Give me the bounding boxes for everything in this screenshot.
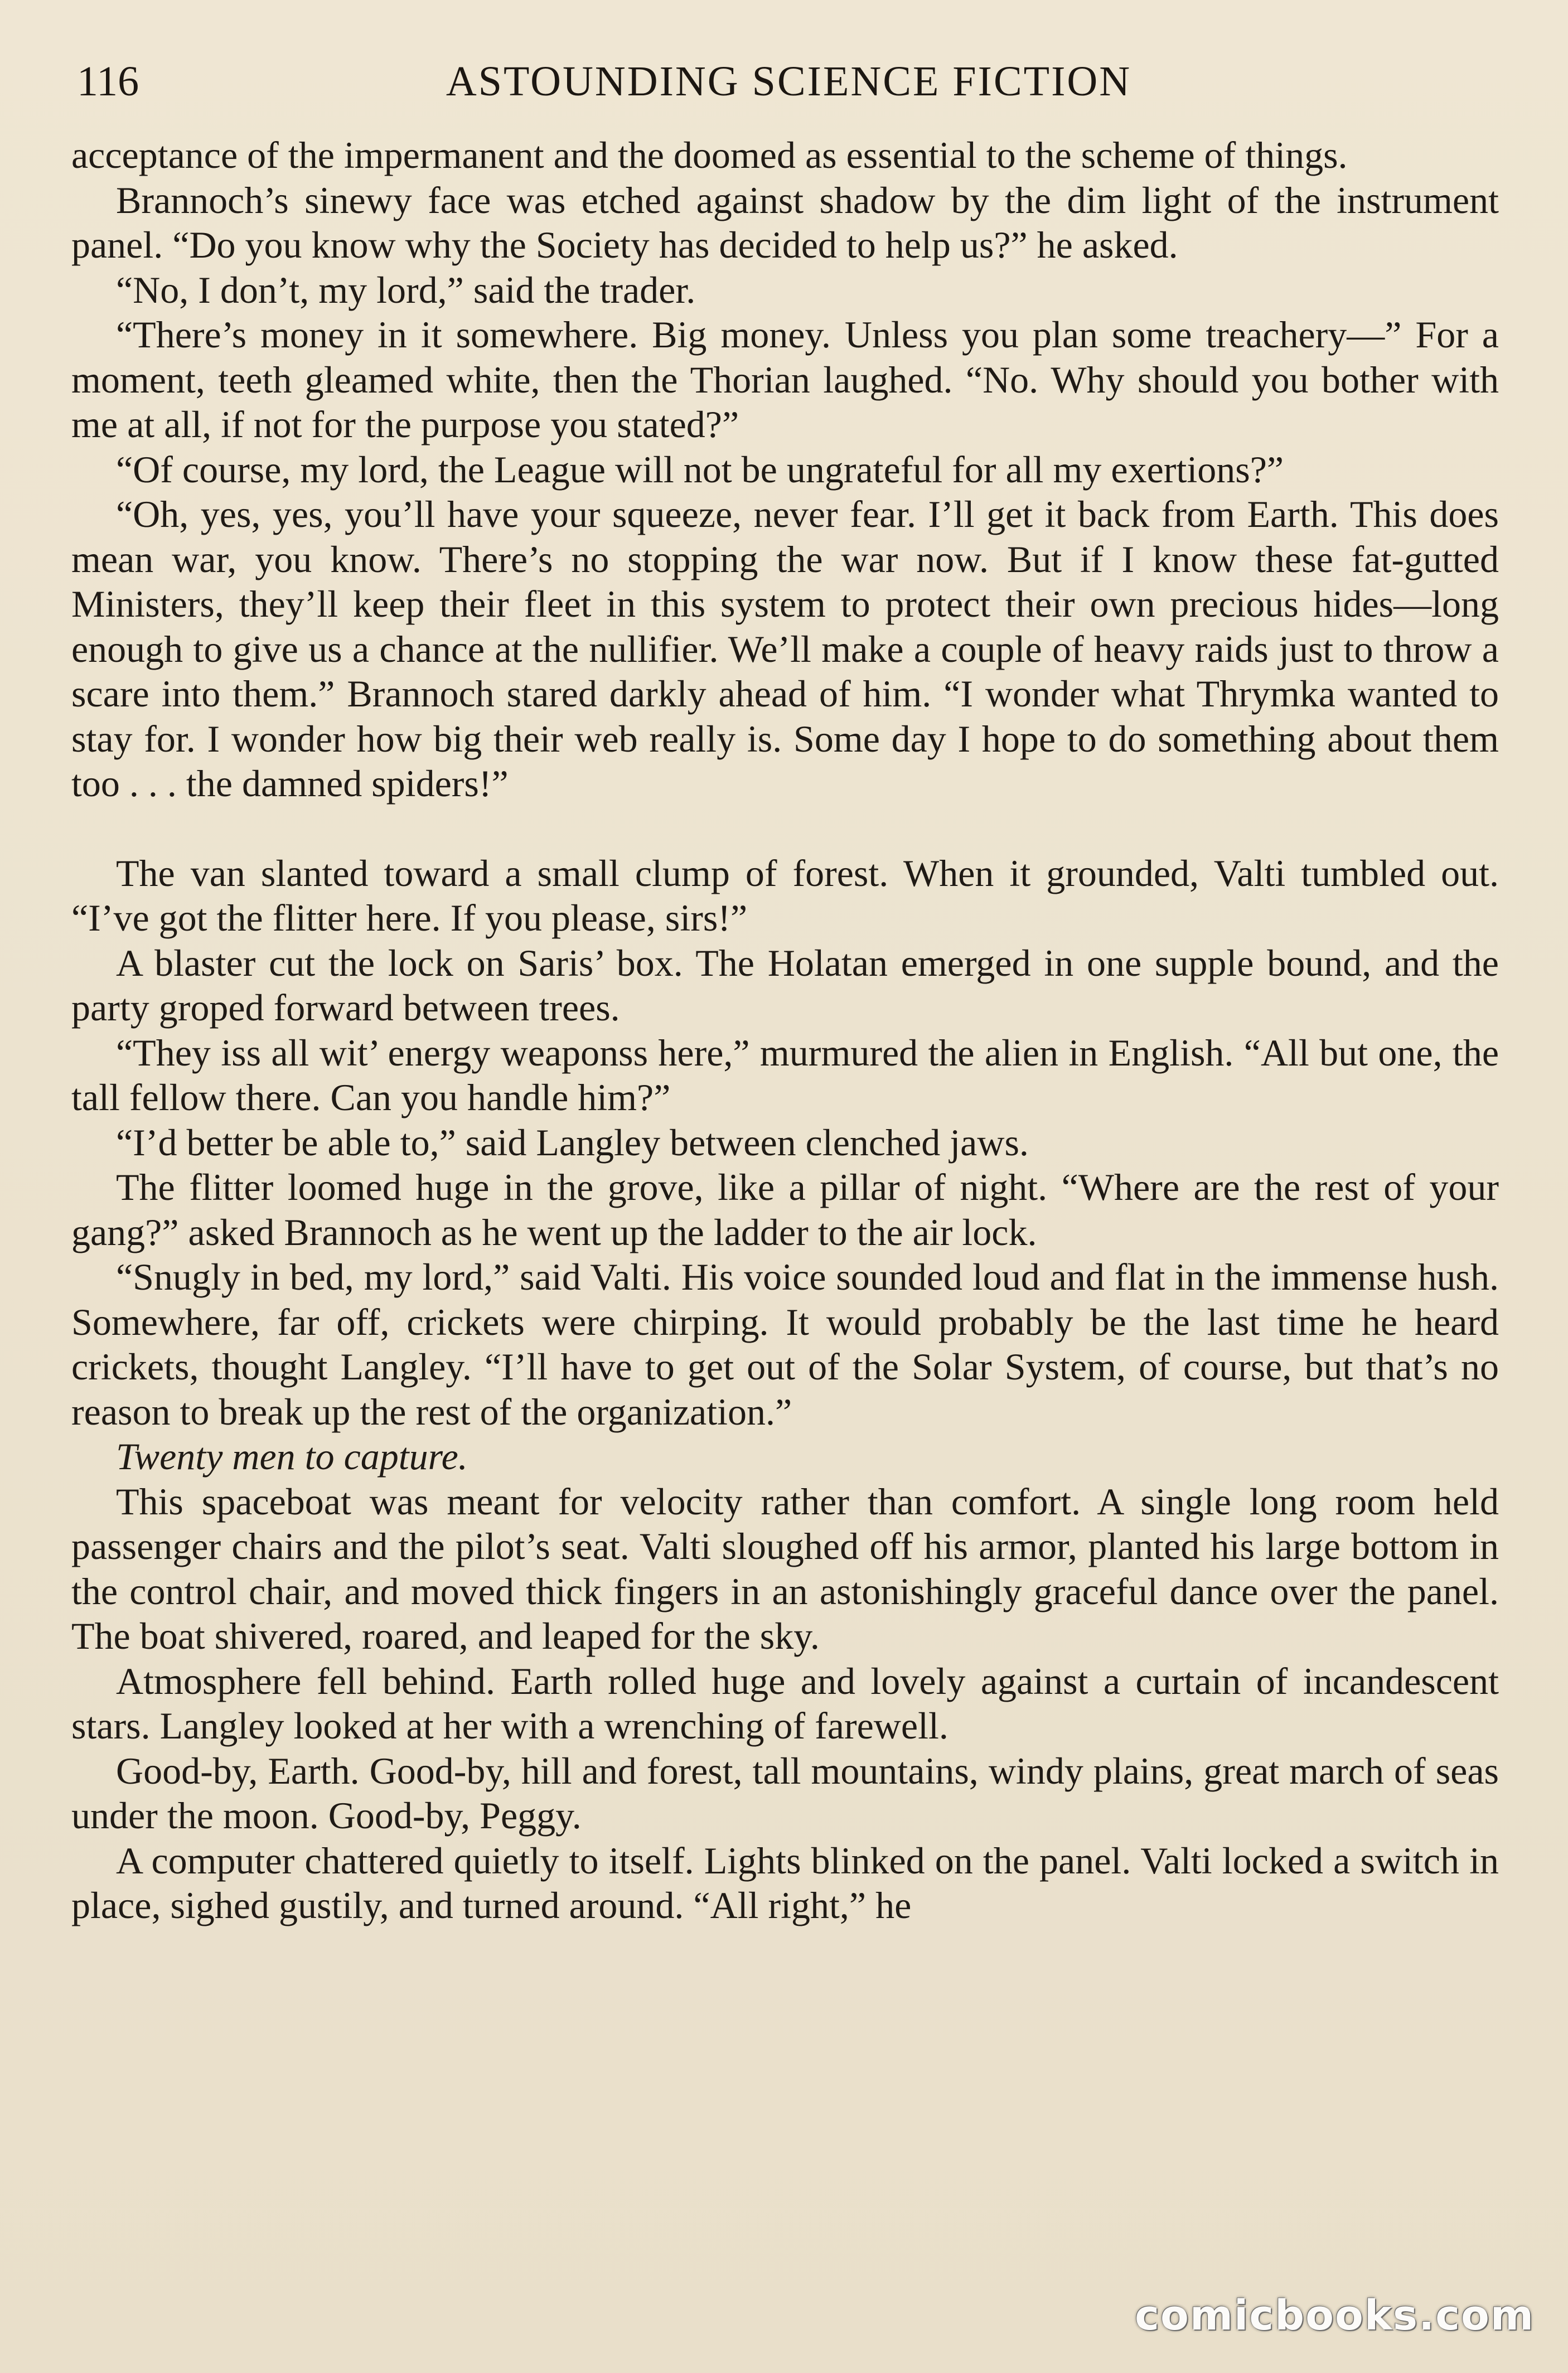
paragraph: acceptance of the impermanent and the doomed as essential to the scheme of things. [71,134,1348,176]
paragraph: A blaster cut the lock on Saris’ box. The Holatan emerged in one supple bound, and the party groped forward between trees. [71,941,1499,1029]
page-header [77,48,1501,115]
paragraph: The van slanted toward a small clump of forest. When it grounded, Valti tumbled out. “I’ve got the flitter here. If you please, sirs!” [71,851,1499,939]
section-break [71,806,1499,851]
paragraph: This spaceboat was meant for velocity rather than comfort. A single long room held passenger chairs and the pilot’s seat. Valti sloughed off his armor, planted his large bottom in the control chair, and moved thick fingers in an astonishingly graceful dance over the panel. The boat shivered, roared, and leaped for the sky. [71,1480,1499,1657]
running-head: ASTOUNDING SCIENCE FICTION [446,58,1132,105]
story-text [71,133,1499,1928]
paragraph: “No, I don’t, my lord,” said the trader. [116,268,696,311]
paragraph: “I’d better be able to,” said Langley between clenched jaws. [116,1121,1029,1164]
paragraph: Good-by, Earth. Good-by, hill and forest, tall mountains, windy plains, great march of seas under the moon. Good-by, Peggy. [71,1749,1499,1837]
paragraph: Atmosphere fell behind. Earth rolled huge and lovely against a curtain of incandescent stars. Langley looked at her with a wrenching of farewell. [71,1659,1499,1747]
paragraph: “They iss all wit’ energy weaponss here,” murmured the alien in English. “All but one, the tall fellow there. Can you handle him?” [71,1031,1499,1118]
paragraph: “Snugly in bed, my lord,” said Valti. His voice sounded loud and flat in the immense hush. Somewhere, far off, crickets were chirping. It would probably be the last time he heard crickets, thought Langley. “I’ll have to get out of the Solar System, of course, but that’s no reason to break up the rest of the organization.” [71,1256,1499,1433]
paragraph: “There’s money in it somewhere. Big money. Unless you plan some treachery—” For a moment, teeth gleamed white, then the Thorian laughed. “No. Why should you bother with me at all, if not for the purpose you stated?” [71,313,1499,445]
paragraph: The flitter loomed huge in the grove, like a pillar of night. “Where are the rest of your gang?” asked Brannoch as he went up the ladder to the air lock. [71,1166,1499,1253]
paragraph: Brannoch’s sinewy face was etched against shadow by the dim light of the instrument panel. “Do you know why the Society has decided to help us?” he asked. [71,178,1499,266]
paragraph: A computer chattered quietly to itself. Lights blinked on the panel. Valti locked a switch in place, sighed gustily, and turned around. “All right,” he [71,1839,1499,1926]
paragraph: Twenty men to capture. [116,1435,468,1478]
watermark: comicbooks.com [1135,2292,1535,2340]
page-number: 116 [77,58,139,105]
paragraph: “Of course, my lord, the League will not be ungrateful for all my exertions?” [116,448,1284,491]
paragraph: “Oh, yes, yes, you’ll have your squeeze, never fear. I’ll get it back from Earth. This does mean war, you know. There’s no stopping the war now. But if I know these fat-gutted Ministers, they’ll keep their fleet in this system to protect their own precious hides—long enough to give us a chance at the nullifier. We’ll make a couple of heavy raids just to throw a scare into them.” Brannoch stared darkly ahead of him. “I wonder what Thrymka wanted to stay for. I wonder how big their web really is. Some day I hope to do something about them too . . . the damned spiders!” [71,493,1499,805]
